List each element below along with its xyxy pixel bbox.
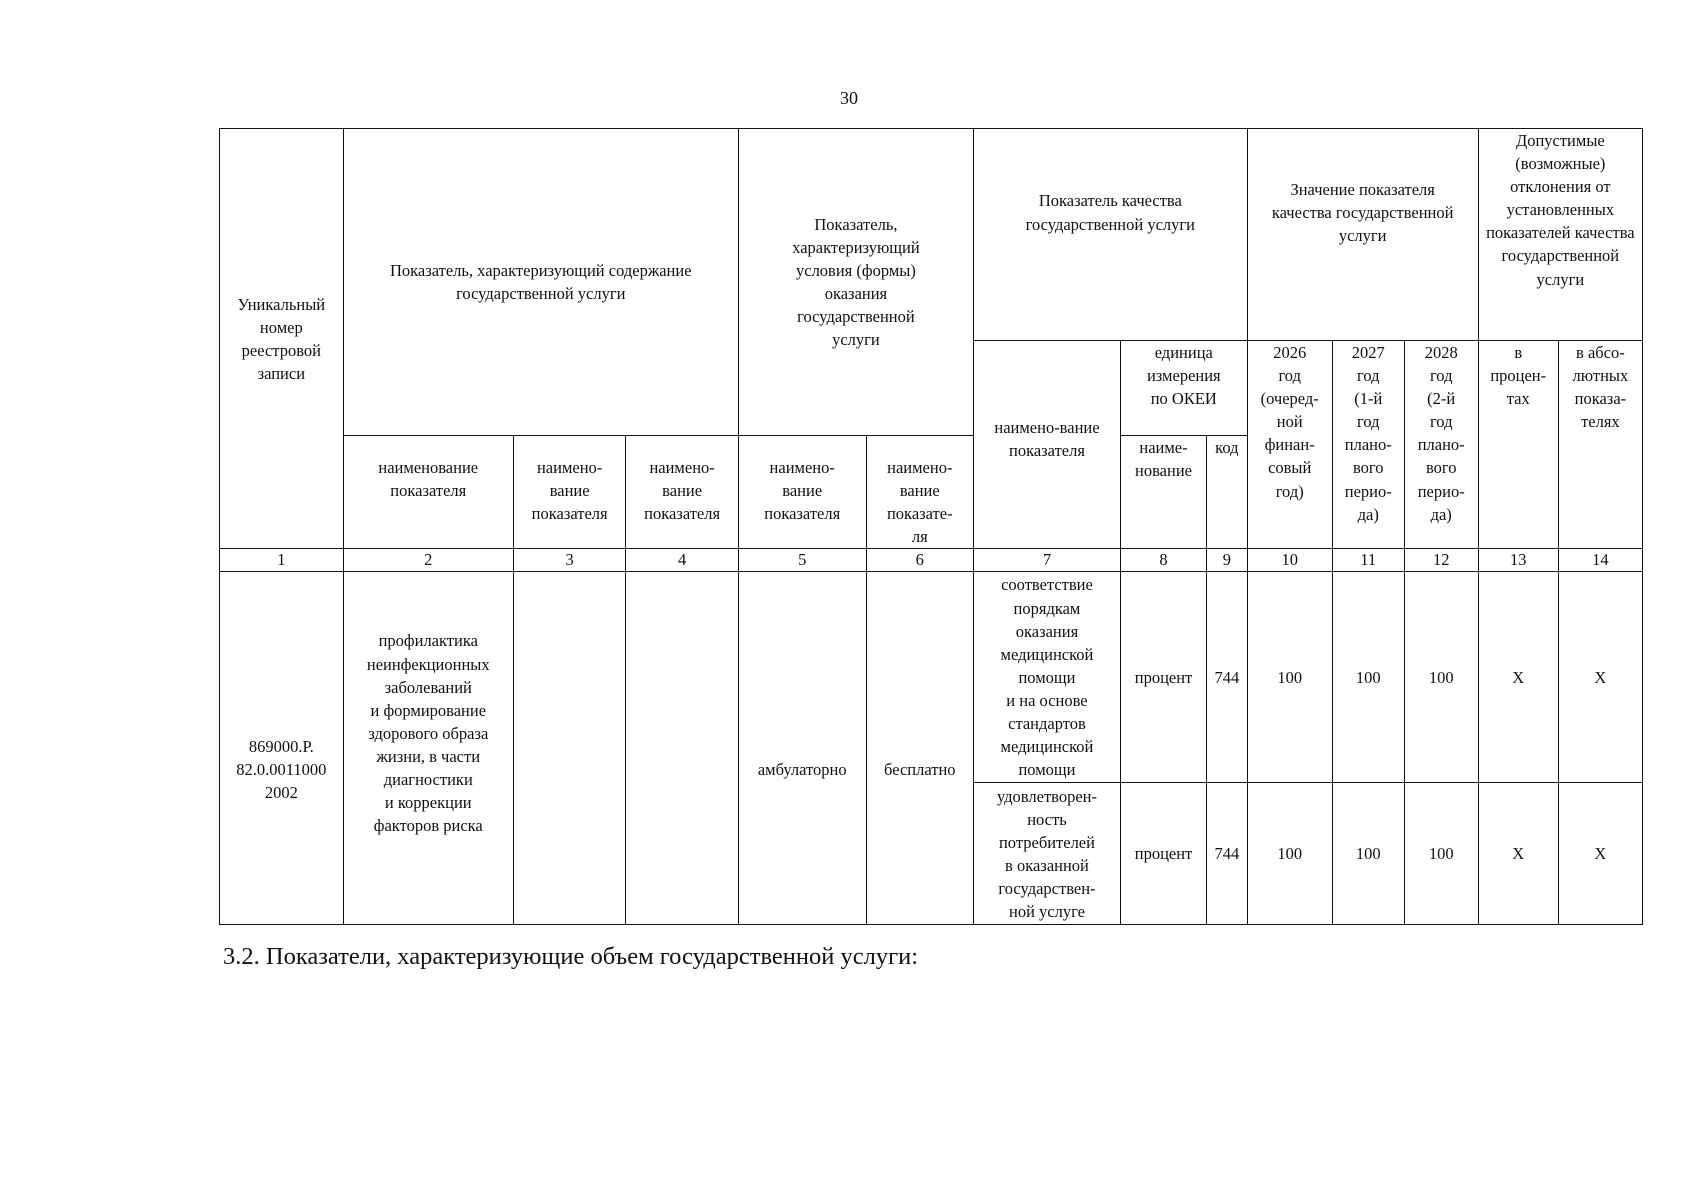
column-number: 13 — [1478, 549, 1558, 572]
column-number: 7 — [974, 549, 1121, 572]
deviation-absolute: Х — [1558, 572, 1642, 783]
deviation-percent: Х — [1478, 572, 1558, 783]
header-quality-value: Значение показателя качества государственной услуги — [1247, 129, 1478, 341]
header-deviations: Допустимые (возможные) отклонения от установленных показателей качества государственной услуги — [1478, 129, 1642, 341]
value-2026: 100 — [1247, 572, 1332, 783]
quality-indicators-table — [219, 128, 1643, 925]
unit-name: процент — [1120, 572, 1206, 783]
record-condition-payment: бесплатно — [866, 572, 973, 925]
header-year-2027: 2027 год (1-й год плано- вого перио- да) — [1332, 341, 1404, 549]
record-condition-form: амбулаторно — [738, 572, 866, 925]
header-unique-number: Уникальный номер реестровой записи — [220, 129, 344, 549]
header-deviation-percent: в процен- тах — [1478, 341, 1558, 549]
unit-name: процент — [1120, 783, 1206, 925]
header-quality-indicator-name: наимено-вание показателя — [974, 341, 1121, 549]
header-indicator-name-4: наимено- вание показателя — [626, 436, 739, 549]
column-number: 2 — [343, 549, 513, 572]
header-indicator-name-3: наимено- вание показателя — [513, 436, 625, 549]
unit-code: 744 — [1207, 783, 1248, 925]
record-content-indicator: профилактика неинфекционных заболеваний и формирование здорового образа жизни, в части диагностики и коррекции факторов риска — [343, 572, 513, 925]
record-content-indicator-3 — [513, 572, 625, 925]
column-number: 8 — [1120, 549, 1206, 572]
value-2028: 100 — [1404, 783, 1478, 925]
value-2027: 100 — [1332, 572, 1404, 783]
unit-code: 744 — [1207, 572, 1248, 783]
value-2027: 100 — [1332, 783, 1404, 925]
header-conditions-indicator: Показатель, характеризующий условия (формы) оказания государственной услуги — [738, 129, 973, 436]
column-number: 14 — [1558, 549, 1642, 572]
header-indicator-name-5: наимено- вание показателя — [738, 436, 866, 549]
header-quality-indicator: Показатель качества государственной услуги — [974, 129, 1248, 341]
record-unique-number: 869000.Р. 82.0.0011000 2002 — [220, 572, 344, 925]
deviation-absolute: Х — [1558, 783, 1642, 925]
column-number: 12 — [1404, 549, 1478, 572]
header-content-indicator: Показатель, характеризующий содержание государственной услуги — [343, 129, 738, 436]
column-number: 1 — [220, 549, 344, 572]
header-indicator-name-2: наименование показателя — [343, 436, 513, 549]
quality-indicator-name: удовлетворен- ность потребителей в оказанной государствен- ной услуге — [974, 783, 1121, 925]
column-number: 3 — [513, 549, 625, 572]
quality-indicator-name: соответствие порядкам оказания медицинской помощи и на основе стандартов медицинской помощи — [974, 572, 1121, 783]
header-indicator-name-6: наимено- вание показате- ля — [866, 436, 973, 549]
column-number: 10 — [1247, 549, 1332, 572]
column-number: 9 — [1207, 549, 1248, 572]
page-number: 30 — [840, 88, 858, 108]
section-title: 3.2. Показатели, характеризующие объем государственной услуги: — [223, 943, 919, 970]
header-unit-name: наиме- нование — [1120, 436, 1206, 549]
header-year-2028: 2028 год (2-й год плано- вого перио- да) — [1404, 341, 1478, 549]
header-unit-okei: единица измерения по ОКЕИ — [1120, 341, 1247, 436]
value-2028: 100 — [1404, 572, 1478, 783]
record-content-indicator-4 — [626, 572, 739, 925]
header-unit-code: код — [1207, 436, 1248, 549]
column-number: 5 — [738, 549, 866, 572]
deviation-percent: Х — [1478, 783, 1558, 925]
header-deviation-absolute: в абсо- лютных показа- телях — [1558, 341, 1642, 549]
header-year-2026: 2026 год (очеред- ной финан- совый год) — [1247, 341, 1332, 549]
column-number: 6 — [866, 549, 973, 572]
column-number: 11 — [1332, 549, 1404, 572]
column-number: 4 — [626, 549, 739, 572]
value-2026: 100 — [1247, 783, 1332, 925]
